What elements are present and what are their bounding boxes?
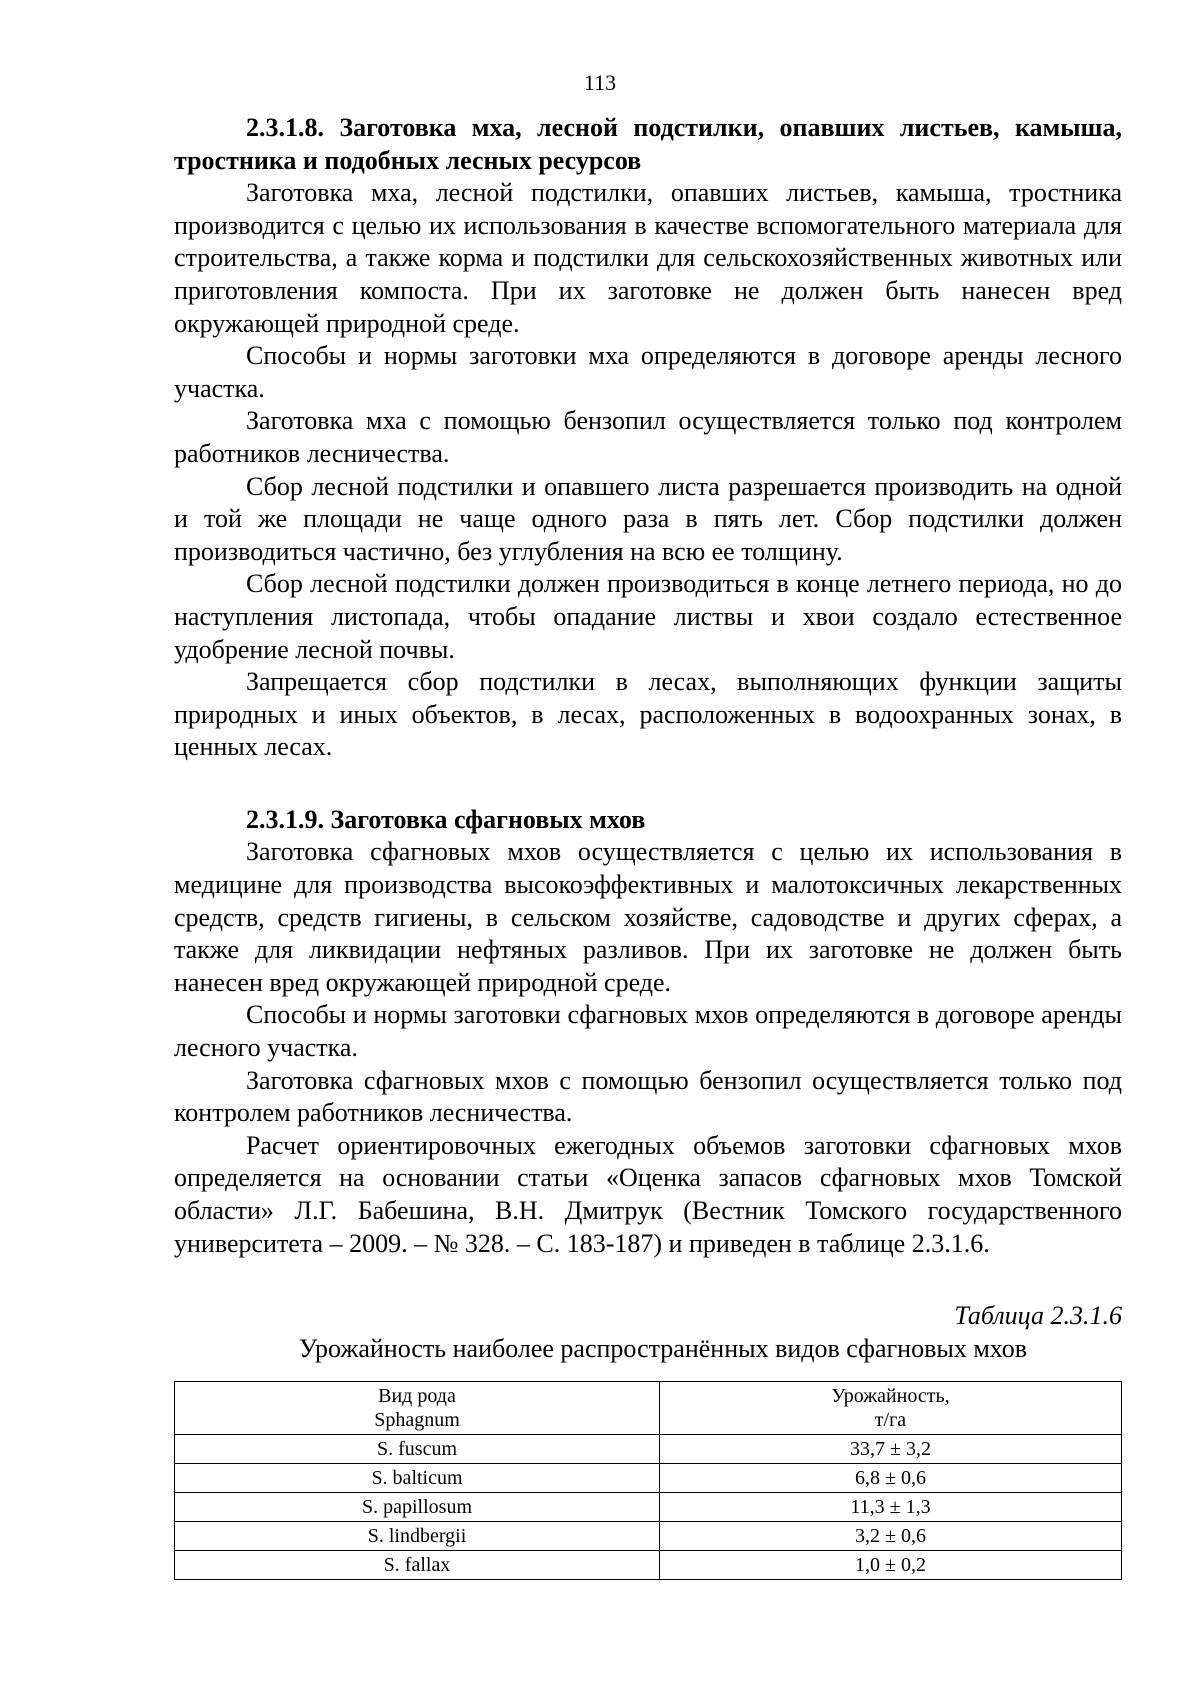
- species-cell: S. balticum: [175, 1464, 660, 1493]
- yield-table: [174, 1381, 1122, 1580]
- page-number: 113: [583, 70, 617, 95]
- header-line: Вид рода: [378, 1385, 456, 1408]
- table-row: [175, 1435, 1122, 1464]
- paragraph: Запрещается сбор подстилки в лесах, выполняющих функции защиты природных и иных объектов, в лесах, расположенных в водоохранных зонах, в ценных лесах.: [174, 667, 1122, 762]
- yield-cell: 3,2 ± 0,6: [660, 1522, 1122, 1551]
- paragraph: Заготовка мха, лесной подстилки, опавших листьев, камыша, тростника производится с целью их использования в качестве вспомогательного материала для строительства, а также корма и подстилки для сельскохозяйственных животных или приготовления компоста. При их заготовке не должен быть нанесен вред окружающей природной среде.: [174, 178, 1122, 338]
- species-cell: S. fuscum: [175, 1435, 660, 1464]
- table-header-cell: [175, 1382, 660, 1435]
- header-line: Sphagnum: [374, 1409, 460, 1432]
- section-heading-2-3-1-8: 2.3.1.8. Заготовка мха, лесной подстилки, опавших листьев, камыша, тростника и подобных лесных ресурсов: [174, 113, 1122, 175]
- species-cell: S. lindbergii: [175, 1522, 660, 1551]
- table-row: [175, 1522, 1122, 1551]
- yield-cell: 6,8 ± 0,6: [660, 1464, 1122, 1493]
- table-row: [175, 1464, 1122, 1493]
- paragraph: Заготовка сфагновых мхов осуществляется с целью их использования в медицине для производства высокоэффективных и малотоксичных лекарственных средств, средств гигиены, в сельском хозяйстве, садоводстве и других сферах, а также для ликвидации нефтяных разливов. При их заготовке не должен быть нанесен вред окружающей природной среде.: [174, 837, 1122, 997]
- species-cell: S. fallax: [175, 1551, 660, 1580]
- paragraph: Способы и нормы заготовки мха определяются в договоре аренды лесного участка.: [174, 341, 1122, 403]
- header-line: Урожайность,: [831, 1385, 950, 1408]
- yield-cell: 1,0 ± 0,2: [660, 1551, 1122, 1580]
- species-cell: S. papillosum: [175, 1493, 660, 1522]
- table-header-cell: [660, 1382, 1122, 1435]
- page-content: [174, 112, 1122, 1580]
- paragraph: Заготовка сфагновых мхов с помощью бензопил осуществляется только под контролем работников лесничества.: [174, 1065, 1122, 1128]
- table-title: Урожайность наиболее распространённых видов сфагновых мхов: [298, 1333, 1028, 1363]
- paragraph: Способы и нормы заготовки сфагновых мхов определяются в договоре аренды лесного участка.: [174, 1000, 1122, 1063]
- paragraph: Сбор лесной подстилки и опавшего листа разрешается производить на одной и той же площади не чаще одного раза в пять лет. Сбор подстилки должен производиться частично, без углубления на всю ее толщину.: [174, 471, 1122, 566]
- paragraph: Сбор лесной подстилки должен производиться в конце летнего периода, но до наступления листопада, чтобы опадание листвы и хвои создало естественное удобрение лесной почвы.: [174, 569, 1122, 664]
- table-row: [175, 1493, 1122, 1522]
- yield-cell: 11,3 ± 1,3: [660, 1493, 1122, 1522]
- table-label: Таблица 2.3.1.6: [954, 1301, 1122, 1331]
- header-line: т/га: [874, 1409, 907, 1432]
- section-heading-2-3-1-9: 2.3.1.9. Заготовка сфагновых мхов: [246, 804, 646, 834]
- table-header-row: [175, 1382, 1122, 1435]
- table-row: [175, 1551, 1122, 1580]
- paragraph: Расчет ориентировочных ежегодных объемов заготовки сфагновых мхов определяется на основании статьи «Оценка запасов сфагновых мхов Томской области» Л.Г. Бабешина, В.Н. Дмитрук (Вестник Томского государственного университета – 2009. – № 328. – С. 183-187) и приведен в таблице 2.3.1.6.: [174, 1130, 1122, 1258]
- yield-cell: 33,7 ± 3,2: [660, 1435, 1122, 1464]
- paragraph: Заготовка мха с помощью бензопил осуществляется только под контролем работников лесничества.: [174, 406, 1122, 468]
